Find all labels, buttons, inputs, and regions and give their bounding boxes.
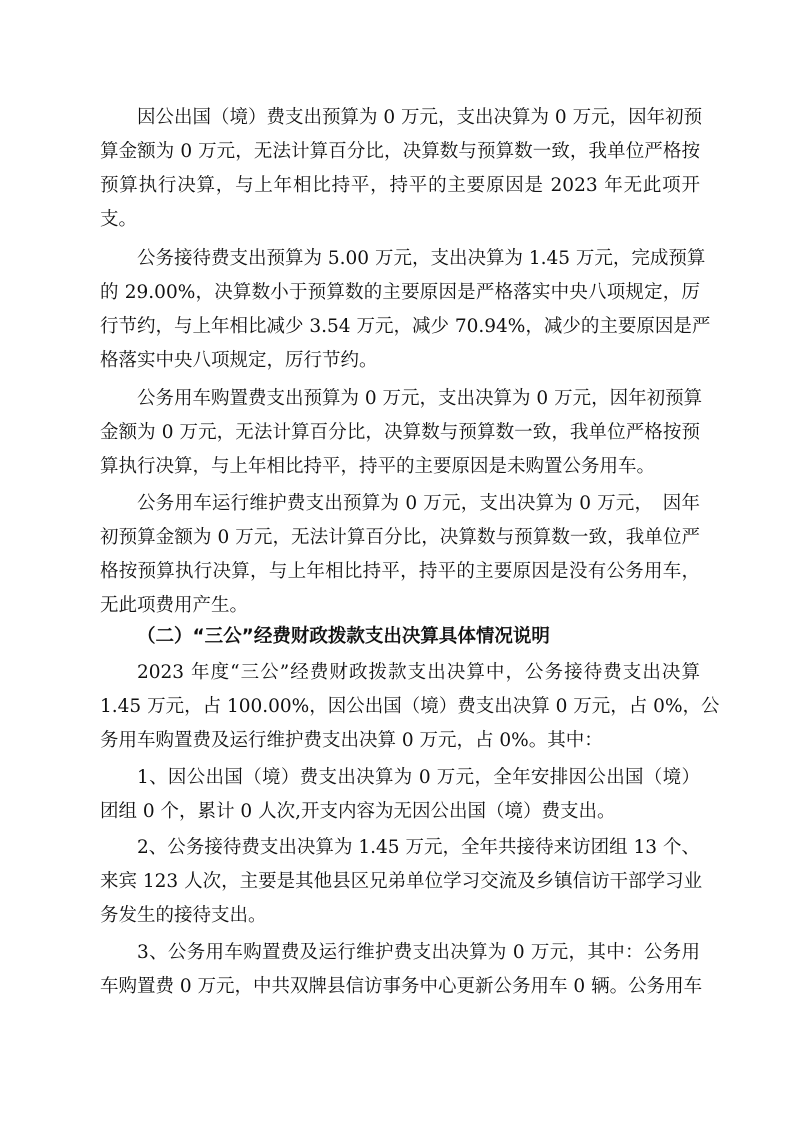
- text-line: 团组 0 个，累计 0 人次,开支内容为无因公出国（境）费支出。: [100, 801, 616, 822]
- text-line: 公务用车购置费支出预算为 0 万元，支出决算为 0 万元，因年初预算: [137, 388, 703, 409]
- text-line: 3、公务用车购置费及运行维护费支出决算为 0 万元，其中：公务用: [137, 942, 700, 963]
- text-line: 支。: [100, 209, 138, 230]
- text-line: 算金额为 0 万元，无法计算百分比，决算数与预算数一致，我单位严格按: [100, 141, 700, 162]
- paragraph-summary: [100, 656, 720, 758]
- text-line: 1.45 万元，占 100.00%，因公出国（境）费支出决算 0 万元，占 0%，公: [100, 696, 720, 717]
- text-line: 公务接待费支出预算为 5.00 万元，支出决算为 1.45 万元，完成预算: [137, 248, 706, 269]
- text-line: 预算执行决算，与上年相比持平，持平的主要原因是 2023 年无此项开: [100, 175, 700, 196]
- section-heading: [100, 620, 700, 654]
- paragraph-vehicle-maintenance: [100, 487, 700, 623]
- text-line: 因公出国（境）费支出预算为 0 万元，支出决算为 0 万元，因年初预: [137, 107, 703, 128]
- text-line: 公务用车运行维护费支出预算为 0 万元，支出决算为 0 万元， 因年: [137, 493, 700, 514]
- text-line: 1、因公出国（境）费支出决算为 0 万元，全年安排因公出国（境）: [137, 767, 700, 788]
- text-line: 的 29.00%，决算数小于预算数的主要原因是严格落实中央八项规定，厉: [100, 282, 700, 303]
- paragraph-outbound-travel: [100, 101, 703, 237]
- item-vehicles: [100, 936, 703, 1004]
- text-line: 格按预算执行决算，与上年相比持平，持平的主要原因是没有公务用车，: [100, 561, 700, 582]
- text-line: 来宾 123 人次，主要是其他县区兄弟单位学习交流及乡镇信访干部学习业: [100, 871, 703, 892]
- text-line: 务用车购置费及运行维护费支出决算 0 万元，占 0%。其中：: [100, 730, 603, 751]
- item-outbound-travel: [100, 761, 700, 829]
- text-line: 车购置费 0 万元，中共双牌县信访事务中心更新公务用车 0 辆。公务用车: [100, 976, 703, 997]
- text-line: 务发生的接待支出。: [100, 905, 267, 926]
- item-reception: [100, 831, 703, 933]
- text-line: 金额为 0 万元，无法计算百分比，决算数与预算数一致，我单位严格按预: [100, 422, 700, 443]
- paragraph-vehicle-purchase: [100, 382, 703, 484]
- heading-text: （二）“三公”经费财政拨款支出决算具体情况说明: [137, 626, 550, 647]
- paragraph-reception: [100, 242, 711, 378]
- text-line: 初预算金额为 0 万元，无法计算百分比，决算数与预算数一致，我单位严: [100, 527, 700, 548]
- text-line: 行节约，与上年相比减少 3.54 万元，减少 70.94%，减少的主要原因是严: [100, 316, 711, 337]
- text-line: 格落实中央八项规定，厉行节约。: [100, 350, 378, 371]
- text-line: 2、公务接待费支出决算为 1.45 万元，全年共接待来访团组 13 个、: [137, 837, 700, 858]
- text-line: 无此项费用产生。: [100, 595, 249, 616]
- text-line: 2023 年度“三公”经费财政拨款支出决算中，公务接待费支出决算: [137, 662, 700, 683]
- text-line: 算执行决算，与上年相比持平，持平的主要原因是未购置公务用车。: [100, 456, 656, 477]
